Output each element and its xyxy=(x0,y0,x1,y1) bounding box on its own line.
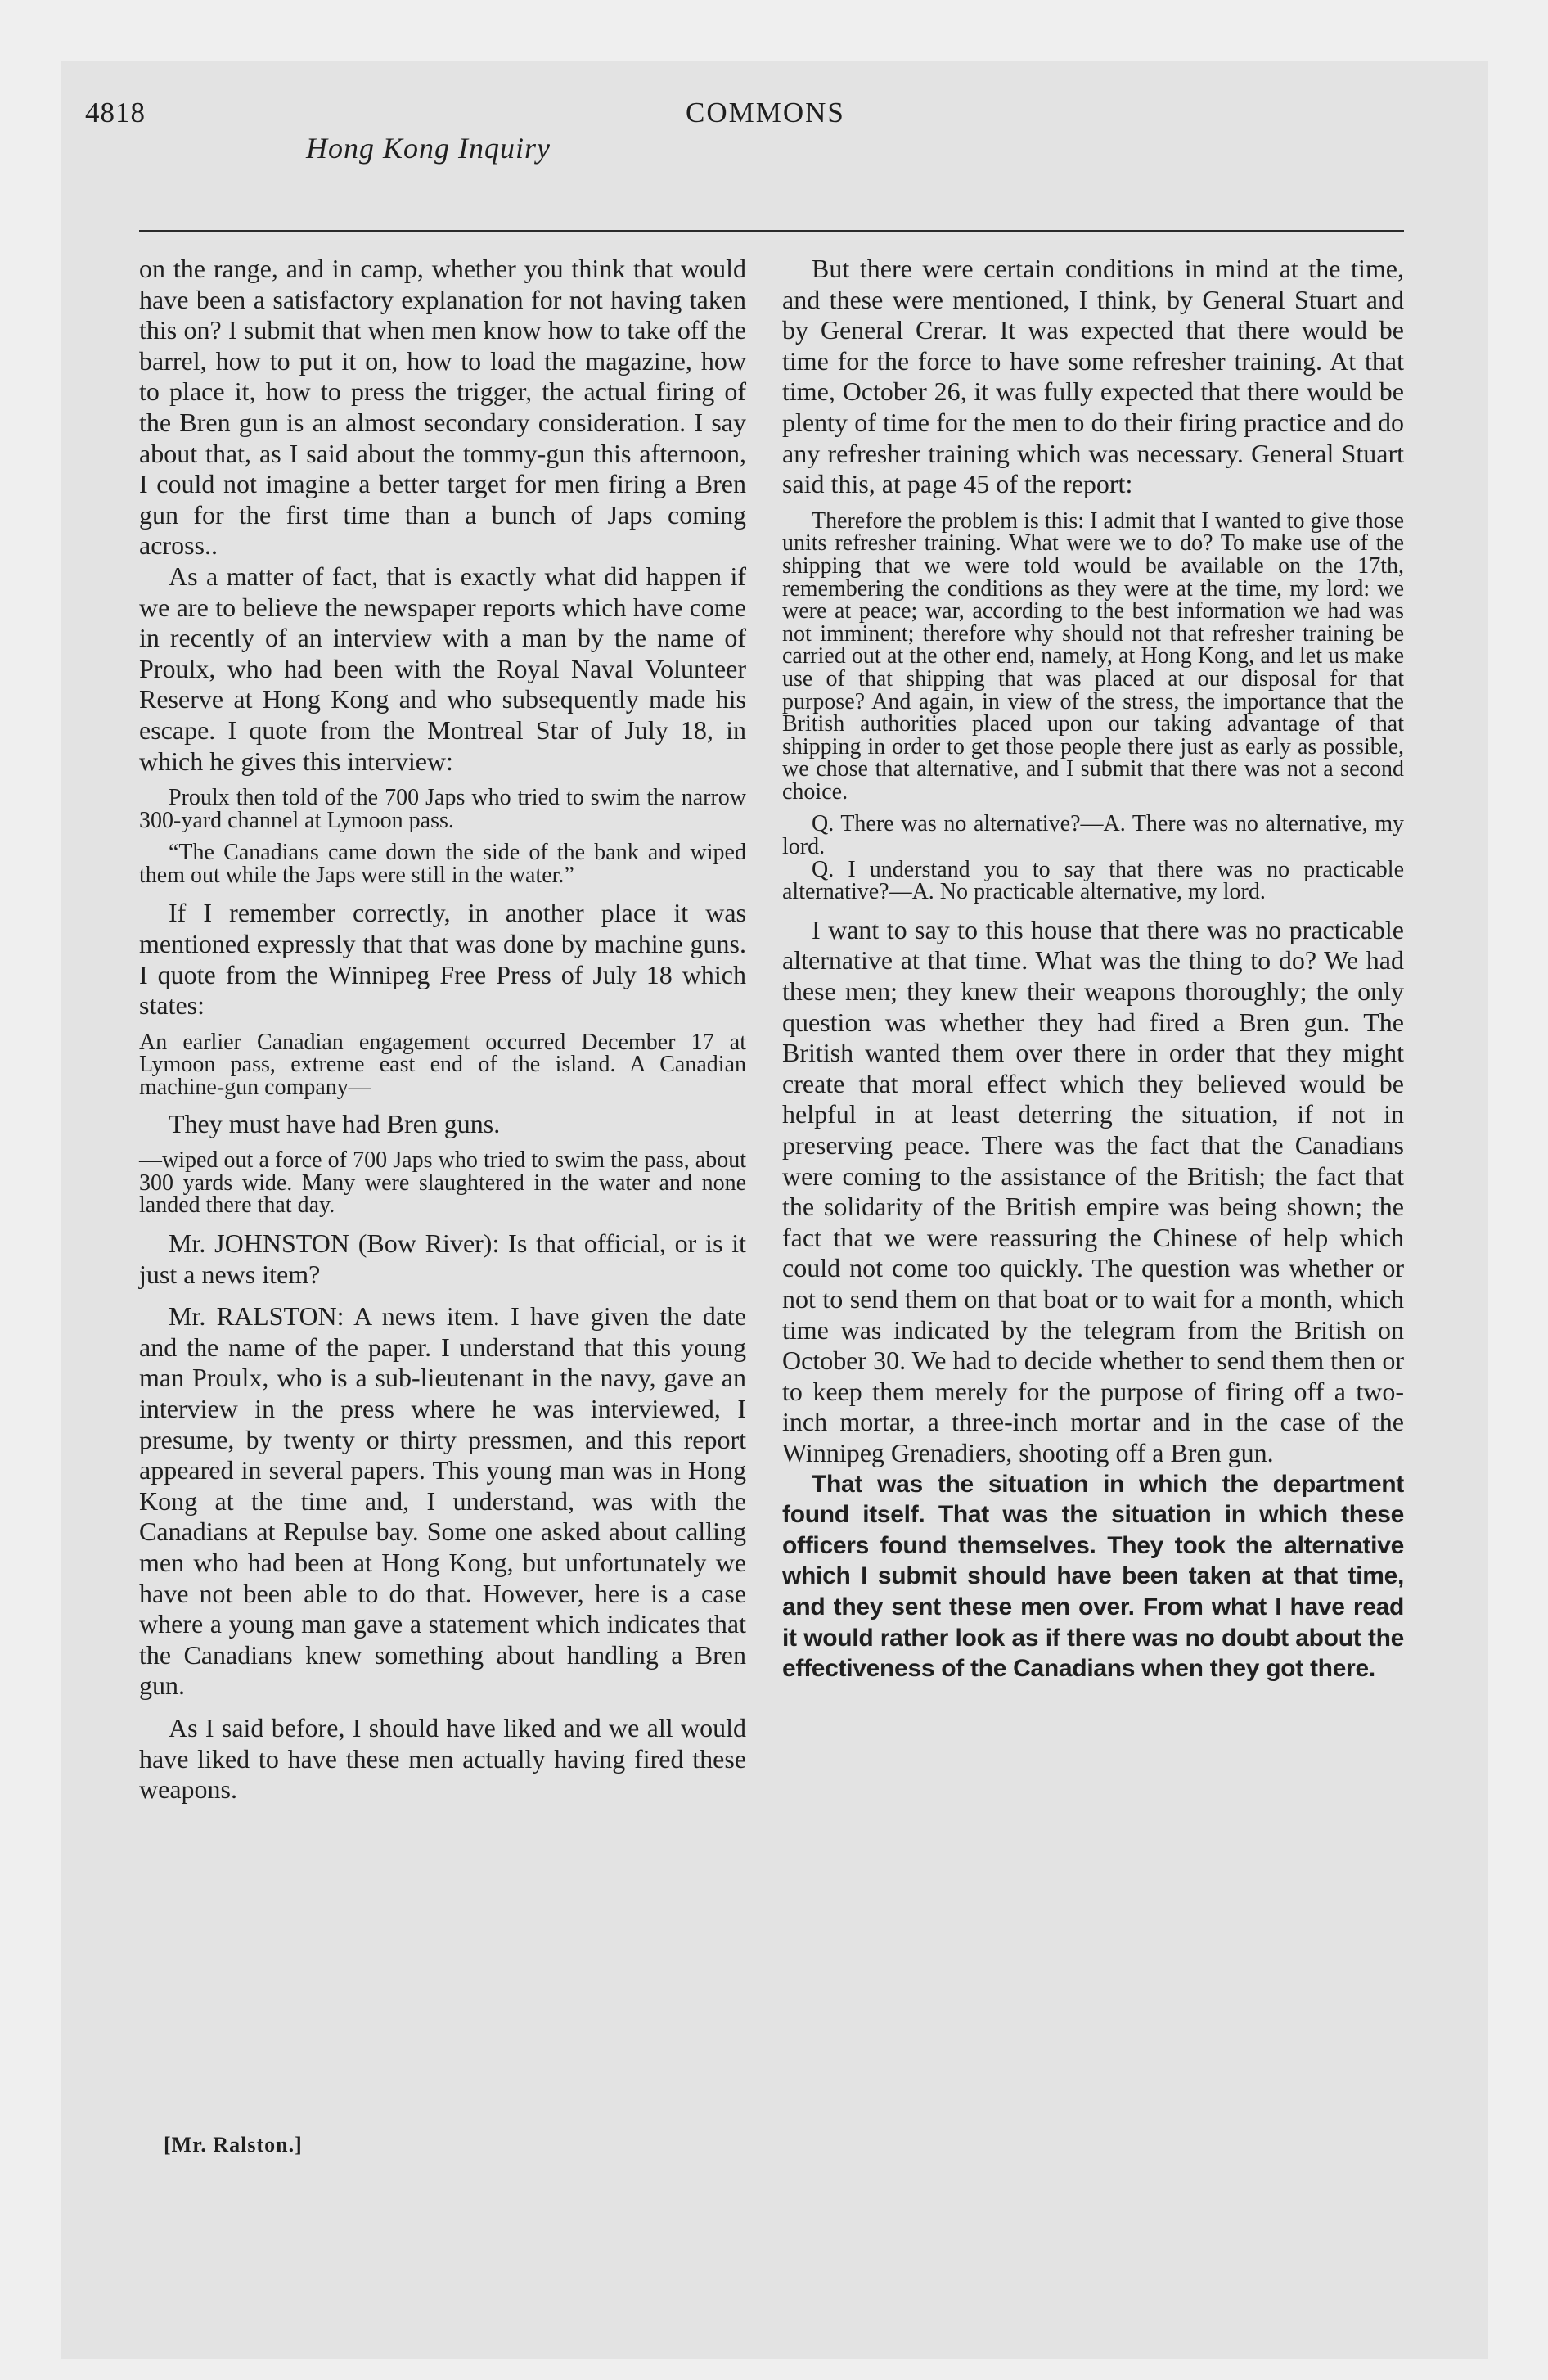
left-column xyxy=(139,254,746,1805)
quotation: Q. There was no alternative?—A. There was no alternative, my lord. xyxy=(782,811,1404,860)
paragraph: As a matter of fact, that is exactly what did happen if we are to believe the newspaper reports which have come in recently of an interview with a man by the name of Proulx, who had been with the Royal Naval Volunteer Reserve at Hong Kong and who subsequently made his escape. I quote from the Montreal Star of July 18, in which he gives this interview: xyxy=(139,561,746,776)
page-number: 4818 xyxy=(85,97,146,128)
paragraph: If I remember correctly, in another place it was mentioned expressly that that was done by machine guns. I quote from the Winnipeg Free Press of July 18 which states: xyxy=(139,898,746,1021)
quotation: Therefore the problem is this: I admit that I wanted to give those units refresher training. What were we to do? To make use of the shipping that we were told would be available on the 17th, remembering the conditions as they were at the time, my lord: we were at peace; war, according to the best information we had was not imminent; therefore why should not that refresher training be carried out at the other end, namely, at Hong Kong, and let us make use of that shipping that was placed at our disposal for that purpose? And again, in view of the stress, the importance that the British authorities placed upon our taking advantage of that shipping in order to get those people there just as early as possible, we chose that alternative, and I submit that there was not a second choice. xyxy=(782,507,1404,805)
speaker-footer: [Mr. Ralston.] xyxy=(164,2133,303,2157)
quotation: An earlier Canadian engagement occurred December 17 at Lymoon pass, extreme east end of the island. A Canadian machine-gun company— xyxy=(139,1029,746,1101)
paragraph: They must have had Bren guns. xyxy=(169,1108,501,1138)
quotation: Proulx then told of the 700 Japs who tried to swim the narrow 300-yard channel at Lymoon pass. xyxy=(139,785,746,833)
quotation: —wiped out a force of 700 Japs who tried to swim the pass, about 300 yards wide. Many were slaughtered in the water and none landed there that day. xyxy=(139,1147,746,1219)
quotation: “The Canadians came down the side of the bank and wiped them out while the Japs were still in the water.” xyxy=(139,840,746,888)
right-column xyxy=(782,254,1404,1684)
quotation: Q. I understand you to say that there was no practicable alternative?—A. No practicable alternative, my lord. xyxy=(782,856,1404,905)
paragraph: on the range, and in camp, whether you think that would have been a satisfactory explanation for not having taken this on? I submit that when men know how to take off the barrel, how to put it on, how to load the magazine, how to place it, how to press the trigger, the actual firing of the Bren gun is an almost secondary consideration. I say about that, as I said about the tommy-gun this afternoon, I could not imagine a better target for men firing a Bren gun for the first time than a bunch of Japs coming across.. xyxy=(139,254,746,561)
paragraph: But there were certain conditions in mind at the time, and these were mentioned, I think, by General Stuart and by General Crerar. It was expected that there would be time for the force to have some refresher training. At that time, October 26, it was fully expected that there would be plenty of time for the men to do their firing practice and do any refresher training which was necessary. General Stuart said this, at page 45 of the report: xyxy=(782,254,1404,499)
paragraph: I want to say to this house that there was no practicable alternative at that time. What was the thing to do? We had these men; they knew their weapons thoroughly; the only question was whether they had fired a Bren gun. The British wanted them over there in order that they might create that moral effect which they believed would be helpful in at least deterring the situation, if not in preserving peace. There was the fact that the Canadians were coming to the assistance of the British; the fact that the solidarity of the British empire was being shown; the fact that we were reassuring the Chinese of help which could not come too quickly. The question was whether or not to send them on that boat or to wait for a month, which time was indicated by the telegram from the British on October 30. We had to decide whether to send them then or to keep them merely for the purpose of firing off a two-inch mortar, a three-inch mortar and in the case of the Winnipeg Grenadiers, shooting off a Bren gun. xyxy=(782,914,1404,1467)
paragraph: As I said before, I should have liked and we all would have liked to have these men actually having fired these weapons. xyxy=(139,1712,746,1805)
header-rule xyxy=(139,230,1404,232)
paragraph: Mr. RALSTON: A news item. I have given the date and the name of the paper. I understand that this young man Proulx, who is a sub-lieutenant in the navy, gave an interview in the press where he was interviewed, I presume, by twenty or thirty pressmen, and this report appeared in several papers. This young man was in Hong Kong at the time and, I understand, was with the Canadians at Repulse bay. Some one asked about calling men who had been at Hong Kong, but unfortunately we have not been able to do that. However, here is a case where a young man gave a statement which indicates that the Canadians knew something about handling a Bren gun. xyxy=(139,1301,746,1701)
paragraph: That was the situation in which the department found itself. That was the situation in which these officers found themselves. They took the alternative which I submit should have been taken at that time, and they sent these men over. From what I have read it would rather look as if there was no doubt about the effectiveness of the Canadians when they got there. xyxy=(782,1470,1404,1683)
section-title: Hong Kong Inquiry xyxy=(306,132,551,165)
paragraph: Mr. JOHNSTON (Bow River): Is that official, or is it just a news item? xyxy=(139,1228,746,1289)
running-head: COMMONS xyxy=(686,97,845,128)
